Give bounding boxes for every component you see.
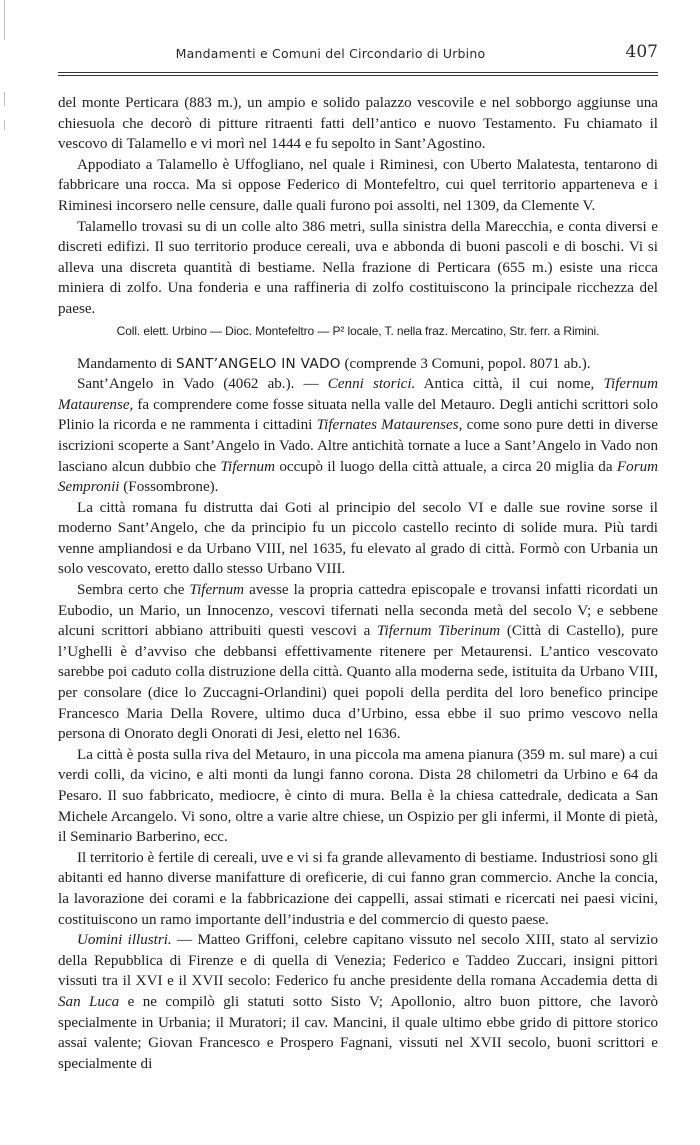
running-title: Mandamenti e Comuni del Circondario di Urbino bbox=[175, 46, 486, 61]
text-run: (Fossombrone). bbox=[119, 479, 219, 496]
text-run: Sembra certo che bbox=[77, 582, 190, 599]
paragraph: Appodiato a Talamello è Uffogliano, nel quale i Riminesi, con Uberto Malatesta, tentarono di fabbricare una rocca. Ma si oppose Federico di Montefeltro, cui quel territorio apparteneva e i Riminesi incorsero nelle censure, dalle quali furono poi assolti, nel 1309, da Clemente V. bbox=[58, 156, 658, 214]
paragraph: Il territorio è fertile di cereali, uve e vi si fa grande allevamento di bestiame. Industriosi sono gli abitanti ed hanno diverse manifatture di oreficerie, di cui fanno gran commercio. Anche la concia, la lavorazione dei corami e la fabbricazione dei cappelli, assai stimati e ricercati nei paesi vicini, costituiscono un ramo importante dell’industria e del commercio di questo paese. bbox=[58, 849, 658, 928]
scan-edge-mark bbox=[4, 0, 5, 40]
section-heading bbox=[58, 354, 658, 375]
italic-text: Forum Sempronii bbox=[58, 458, 659, 496]
paragraph bbox=[58, 580, 658, 745]
paragraph bbox=[58, 374, 658, 498]
text-run: — Matteo Griffoni, celebre capitano vissuto nel secolo XIII, stato al servizio della Repubblica di Firenze e di quella di Venezia; Federico e Taddeo Zuccari, insigni pittori vissuti tra il XVI e il XVII secolo: Federico fu anche presidente della romana Accademia detta di bbox=[58, 932, 658, 990]
page-number: 407 bbox=[625, 42, 658, 62]
text-run: e ne compilò gli statuti sotto Sisto V; Apollonio, altro buon pittore, che lavorò specialmente in Urbania; il Muratori; il cav. Mancini, il quale ultimo ebbe grido di pittore storico assai valente; Giovan Francesco e Prospero Fagnani, vissuti nel XVII secolo, buoni scrittori e specialmente di bbox=[58, 993, 658, 1072]
italic-text: Tifernum Mataurense, bbox=[58, 376, 658, 413]
heading-suffix: (comprende 3 Comuni, popol. 8071 ab.). bbox=[340, 355, 591, 372]
text-run: occupò il luogo della città attuale, a circa 20 miglia da bbox=[274, 458, 617, 475]
italic-text: Tifernum bbox=[220, 458, 275, 475]
heading-place-name: SANT’ANGELO IN VADO bbox=[175, 355, 341, 372]
text-run: fa comprendere come fosse situata nella valle del Metauro. Degli antichi scrittori solo Plinio la ricorda e ne rammenta i cittadini bbox=[58, 396, 658, 434]
italic-text: San Luca bbox=[58, 993, 120, 1010]
running-header bbox=[58, 40, 658, 68]
paragraph: La città romana fu distrutta dai Goti al principio del secolo VI e dalle sue rovine sorse il moderno Sant’Angelo, che da principio fu un piccolo castello recinto di solide mura. Più tardi venne ampliandosi e da Urbano VIII, nel 1635, fu elevato al grado di città. Formò con Urbania un solo vescovato, eretto dallo stesso Urbano VIII. bbox=[58, 499, 658, 578]
scan-edge-mark bbox=[4, 120, 5, 130]
scan-edge-mark bbox=[4, 92, 5, 106]
bibliographic-note: Coll. elett. Urbino — Dioc. Montefeltro — P² locale, T. nella fraz. Mercatino, Str. ferr. a Rimini. bbox=[116, 323, 600, 338]
italic-text: Uomini illustri. bbox=[77, 932, 172, 949]
heading-prefix: Mandamento di bbox=[77, 355, 176, 372]
italic-text: Tifernum bbox=[189, 582, 245, 599]
text-run: (Città di Castello), pure l’Ughelli è d’avviso che debbansi effettivamente ritenere per Metaurensi. L’antico vescovato sarebbe poi caduto colla distruzione della città. Quanto alla moderna sede, istituita da Urbano VIII, per consolare (dice lo Zuccagni-Orlandini) quei popoli della perdita del loro benefico principe Francesco Maria Della Rovere, ultimo duca d’Urbino, essa ebbe il suo primo vescovo nella persona di Onorato degli Onorati di Jesi, eletto nel 1636. bbox=[58, 623, 658, 743]
header-rule bbox=[58, 72, 658, 76]
paragraph bbox=[58, 930, 658, 1074]
body-text bbox=[58, 93, 658, 1074]
text-run: come sono pure detti in diverse iscrizioni scoperte a Sant’Angelo in Vado. Altre antichità tornate a luce a Sant’Angelo in Vado non lasciano alcun dubbio che bbox=[58, 417, 658, 475]
italic-text: Tifernum Tiberinum bbox=[376, 623, 501, 640]
italic-text: Tifernates Mataurenses, bbox=[316, 417, 463, 434]
text-run: avesse la propria cattedra episcopale e trovansi infatti ricordati un Eubodio, un Mario, un Innocenzo, vescovi tifernati nella seconda metà del secolo V; e sebbene alcuni scrittori abbiano attribuiti questi vescovi a bbox=[58, 582, 658, 640]
paragraph: Talamello trovasi su di un colle alto 386 metri, sulla sinistra della Marecchia, e conta diversi e discreti edifizi. Il suo territorio produce cereali, uva e abbonda di buoni pascoli e di boschi. Vi si alleva una discreta quantità di bestiame. Nella frazione di Perticara (655 m.) esiste una ricca miniera di zolfo. Una fonderia e una raffineria di zolfo costituiscono la principale ricchezza del paese. bbox=[58, 218, 658, 317]
text-run: Sant’Angelo in Vado (4062 ab.). — bbox=[77, 376, 328, 393]
paragraph: del monte Perticara (883 m.), un ampio e solido palazzo vescovile e nel sobborgo aggiunse una chiesuola che decorò di pitture ritraenti fatti dell’antico e nuovo Testamento. Fu chiamato il vescovo di Talamello e vi morì nel 1444 e fu sepolto in Sant’Agostino. bbox=[58, 95, 658, 153]
italic-text: Cenni storici. bbox=[327, 376, 416, 393]
text-run: Antica città, il cui nome, bbox=[415, 376, 604, 393]
paragraph: La città è posta sulla riva del Metauro, in una piccola ma amena pianura (359 m. sul mare) a cui verdi colli, da vicino, e alti monti da lungi fanno corona. Dista 28 chilometri da Urbino e 64 da Pesaro. Il suo fabbricato, mediocre, è cinto di mura. Bella è la chiesa cattedrale, dedicata a San Michele Arcangelo. Vi sono, oltre a varie altre chiese, un Ospizio per gli infermi, il Monte di pietà, il Seminario Barberino, ecc. bbox=[58, 746, 658, 846]
